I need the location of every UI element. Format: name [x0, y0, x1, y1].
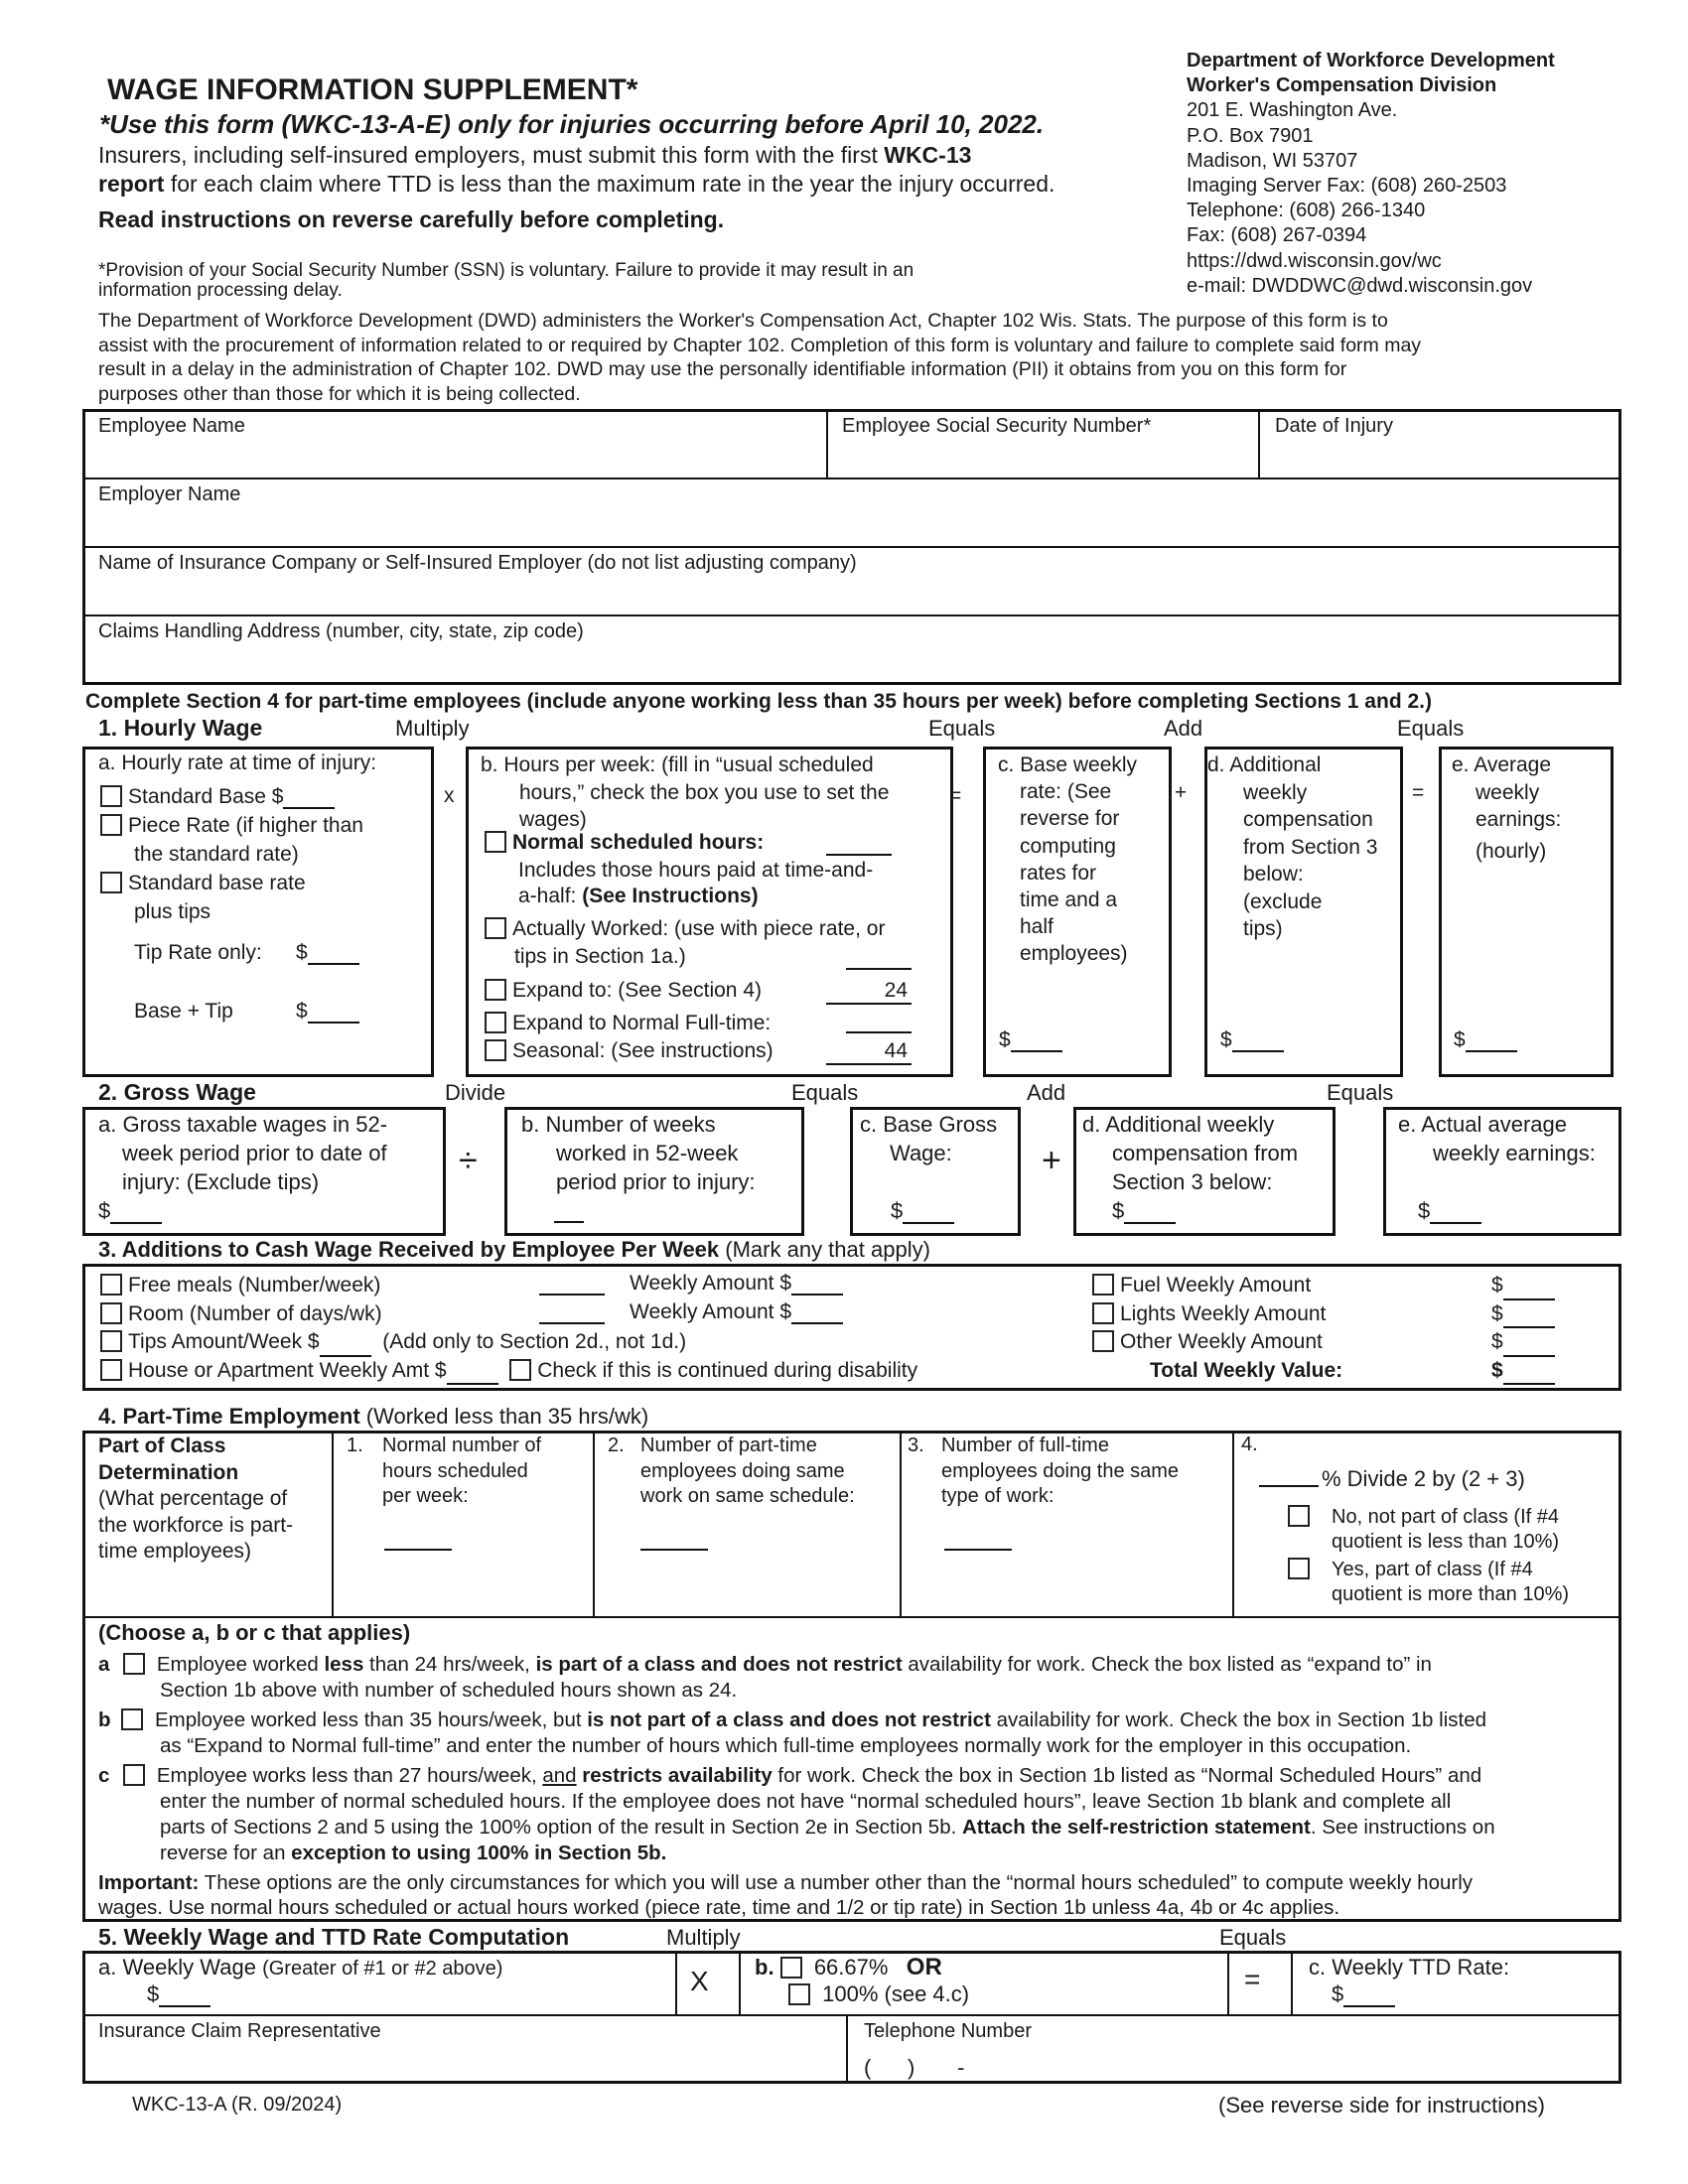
read-instructions: Read instructions on reverse carefully before completing.: [98, 206, 725, 232]
form-subtitle: *Use this form (WKC-13-A-E) only for injuries occurring before April 10, 2022.: [99, 109, 1045, 139]
option-a-checkbox[interactable]: [123, 1653, 145, 1675]
section-3-title: 3. Additions to Cash Wage Received by Employee Per Week (Mark any that apply): [98, 1237, 930, 1262]
normal-hours-input[interactable]: [826, 834, 892, 856]
section-2-title: 2. Gross Wage: [98, 1079, 256, 1105]
total-weekly-value-input[interactable]: [1503, 1363, 1555, 1385]
part-time-count-input[interactable]: [640, 1549, 708, 1551]
form-id: WKC-13-A (R. 09/2024): [132, 2094, 343, 2116]
room-checkbox[interactable]: [100, 1302, 122, 1324]
option-c: c Employee works less than 27 hours/week, and restricts availability for work. Check the box in Section 1b listed as “Normal Scheduled Hours” and enter the number of normal scheduled hours. If the employee does not have “normal scheduled hours”, leave Section 1b blank and complete all parts of Sections 2 and 5 using the 100% option of the result in Section 2e in Section 5b. Attach the self-restriction statement. See instructions on reverse for an exception to using 100% in Section 5b.: [98, 1764, 1495, 1864]
intro-line-2: report for each claim where TTD is less than the maximum rate in the year the injury occurred.: [98, 171, 1055, 197]
actually-worked-checkbox[interactable]: [485, 917, 506, 939]
room-number-input[interactable]: [539, 1300, 605, 1324]
other-checkbox[interactable]: [1092, 1330, 1114, 1352]
meals-weekly-amount-input[interactable]: [791, 1274, 843, 1296]
fuel-amount-input[interactable]: [1503, 1279, 1555, 1300]
tips-checkbox[interactable]: [100, 1330, 122, 1352]
pii-notice: The Department of Workforce Development (DWD) administers the Worker's Compensation Act, Chapter 102 Wis. Stats. The purpose of this form is to assist with the procurement of information related to or required by Chapter 102. Completion of this form is voluntary and failure to complete said form may result in a delay in the administration of Chapter 102. DWD may use the personally identifiable information (PII) it obtains from you on this form for purposes other than those for which it is being collected.: [98, 310, 1422, 405]
important-note: Important: These options are the only circumstances for which you will use a number other than the “normal hours scheduled” to compute weekly hourly wages. Use normal hours scheduled or actual hours worked (piece rate, time and 1/2 or tip rate) in Section 1b unless 4a, 4b or 4c applies.: [98, 1871, 1474, 1919]
rate-100-checkbox[interactable]: [788, 1983, 810, 2005]
agency-address: Department of Workforce Development Worker's Compensation Division 201 E. Washington Ave. P.O. Box 7901 Madison, WI 53707 Imaging Server Fax: (608) 260-2503 Telephone: (608) 266-1340 Fax: (608) 267-0394 https://dwd.wisconsin.gov/wc e-mail: DWDDWC@dwd.wisconsin.gov: [1187, 49, 1555, 299]
option-c-checkbox[interactable]: [123, 1764, 145, 1786]
base-weekly-rate-input[interactable]: [1011, 1030, 1062, 1052]
tip-rate-input[interactable]: [308, 943, 359, 965]
expand-to-checkbox[interactable]: [485, 979, 506, 1001]
average-weekly-earnings-input[interactable]: [1466, 1030, 1517, 1052]
lights-amount-input[interactable]: [1503, 1306, 1555, 1328]
part-of-class-label: Part of Class Determination (What percentage of the workforce is part- time employees): [98, 1434, 294, 1563]
expand-to-input[interactable]: 24: [826, 979, 912, 1005]
multiply-sign: x: [444, 784, 455, 807]
claims-address-field[interactable]: Claims Handling Address (number, city, state, zip code): [98, 620, 584, 642]
telephone-field-label: Telephone Number: [864, 2020, 1032, 2042]
section-4-first-note: Complete Section 4 for part-time employees (include anyone working less than 35 hours per week) before completing Sections 1 and 2.): [85, 690, 1432, 713]
seasonal-input[interactable]: 44: [826, 1039, 912, 1065]
rate-66-checkbox[interactable]: [780, 1957, 802, 1979]
actually-worked-input[interactable]: [846, 948, 912, 970]
section-5-title: 5. Weekly Wage and TTD Rate Computation: [98, 1924, 570, 1950]
base-plus-tips-checkbox[interactable]: [100, 872, 122, 893]
meals-number-input[interactable]: [539, 1272, 605, 1296]
agency-website: https://dwd.wisconsin.gov/wc: [1187, 249, 1442, 272]
date-of-injury-field[interactable]: Date of Injury: [1275, 415, 1393, 437]
part-of-class-checkbox[interactable]: [1288, 1558, 1310, 1579]
claim-representative-field[interactable]: Insurance Claim Representative: [98, 2020, 381, 2042]
employer-name-field[interactable]: Employer Name: [98, 483, 241, 505]
telephone-input[interactable]: ( ) -: [864, 2055, 965, 2080]
intro-line-1: Insurers, including self-insured employers, must submit this form with the first WKC-13: [98, 142, 972, 168]
option-b: b Employee worked less than 35 hours/week, but is not part of a class and does not restrict availability for work. Check the box in Section 1b listed as “Expand to Normal full-time” and enter the number of hours which full-time employees normally work for the employer in this occupation.: [98, 1708, 1486, 1757]
section-4-title: 4. Part-Time Employment (Worked less than 35 hrs/wk): [98, 1404, 649, 1429]
additional-weekly-comp-input[interactable]: [1232, 1030, 1284, 1052]
house-checkbox[interactable]: [100, 1359, 122, 1381]
actual-average-weekly-input[interactable]: [1430, 1202, 1481, 1224]
form-title: WAGE INFORMATION SUPPLEMENT*: [107, 73, 638, 106]
base-gross-wage-input[interactable]: [903, 1202, 954, 1224]
full-time-count-input[interactable]: [944, 1549, 1012, 1551]
normal-hours-checkbox[interactable]: [485, 831, 506, 853]
tips-amount-input[interactable]: [320, 1335, 371, 1357]
section-1-title: 1. Hourly Wage: [98, 715, 263, 741]
piece-rate-checkbox[interactable]: [100, 814, 122, 836]
seasonal-checkbox[interactable]: [485, 1039, 506, 1061]
ssn-note: *Provision of your Social Security Number (SSN) is voluntary. Failure to provide it may result in an information processing delay.: [98, 260, 914, 301]
employee-ssn-field[interactable]: Employee Social Security Number*: [842, 415, 1152, 437]
other-amount-input[interactable]: [1503, 1335, 1555, 1357]
see-reverse: (See reverse side for instructions): [1218, 2093, 1545, 2117]
expand-full-time-input[interactable]: [846, 1012, 912, 1033]
base-tip-input[interactable]: [308, 1002, 359, 1024]
insurer-name-field[interactable]: Name of Insurance Company or Self-Insured Employer (do not list adjusting company): [98, 552, 857, 574]
additional-weekly-comp-2-input[interactable]: [1124, 1202, 1176, 1224]
agency-email: e-mail: DWDDWC@dwd.wisconsin.gov: [1187, 274, 1533, 297]
weekly-wage-input[interactable]: [159, 1985, 211, 2007]
option-a: a Employee worked less than 24 hrs/week, is part of a class and does not restrict availability for work. Check the box listed as “expand to” in Section 1b above with number of scheduled hours shown as 24.: [98, 1653, 1432, 1702]
not-part-of-class-checkbox[interactable]: [1288, 1505, 1310, 1527]
room-weekly-amount-input[interactable]: [791, 1302, 843, 1324]
free-meals-checkbox[interactable]: [100, 1274, 122, 1296]
house-amount-input[interactable]: [447, 1363, 498, 1385]
expand-full-time-checkbox[interactable]: [485, 1012, 506, 1033]
hours-scheduled-input[interactable]: [384, 1549, 452, 1551]
option-b-checkbox[interactable]: [121, 1708, 143, 1730]
lights-checkbox[interactable]: [1092, 1302, 1114, 1324]
percentage-input[interactable]: [1259, 1465, 1319, 1487]
gross-wages-input[interactable]: [110, 1202, 162, 1224]
employee-name-field[interactable]: Employee Name: [98, 415, 245, 437]
standard-base-input[interactable]: [283, 787, 335, 809]
weekly-ttd-rate-input[interactable]: [1343, 1985, 1395, 2007]
continued-checkbox[interactable]: [509, 1359, 531, 1381]
standard-base-checkbox[interactable]: [100, 785, 122, 807]
fuel-checkbox[interactable]: [1092, 1274, 1114, 1296]
weeks-worked-input[interactable]: [554, 1201, 584, 1223]
